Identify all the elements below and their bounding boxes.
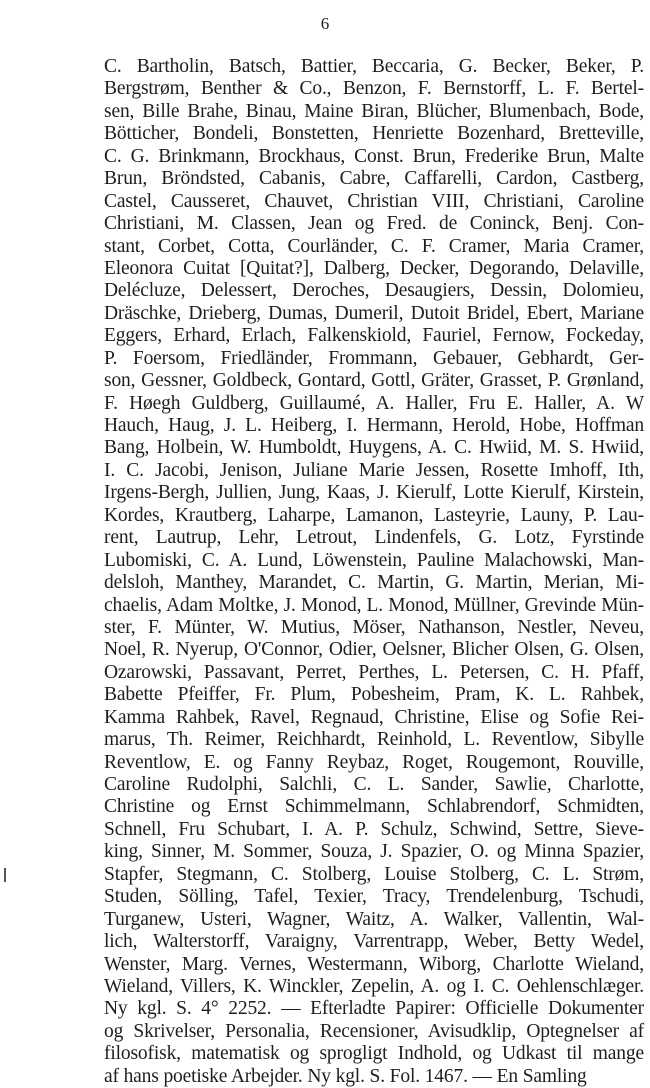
margin-mark bbox=[4, 868, 6, 882]
text-line: Reventlow, E. og Fanny Reybaz, Roget, Rougemont, Rouville, bbox=[104, 751, 644, 773]
text-line: Noel, R. Nyerup, O'Connor, Odier, Oelsner, Blicher Olsen, G. Olsen, bbox=[104, 639, 644, 661]
text-line: Bang, Holbein, W. Humboldt, Huygens, A. C. Hwiid, M. S. Hwiid, bbox=[104, 437, 644, 459]
text-line: Babette Pfeiffer, Fr. Plum, Pobesheim, Pram, K. L. Rahbek, bbox=[104, 684, 644, 706]
text-line: Dräschke, Drieberg, Dumas, Dumeril, Dutoit Bridel, Ebert, Mariane bbox=[104, 302, 644, 324]
text-line: Bötticher, Bondeli, Bonstetten, Henriette Bozenhard, Bretteville, bbox=[104, 123, 644, 145]
text-line: C. G. Brinkmann, Brockhaus, Const. Brun, Frederike Brun, Malte bbox=[104, 145, 644, 167]
text-line: Caroline Rudolphi, Salchli, C. L. Sander, Sawlie, Charlotte, bbox=[104, 774, 644, 795]
text-line: Kamma Rahbek, Ravel, Regnaud, Christine, Elise og Sofie Rei- bbox=[104, 706, 644, 728]
text-line: Ozarowski, Passavant, Perret, Perthes, L. Petersen, C. H. Pfaff, bbox=[104, 661, 644, 683]
text-line: Castel, Causseret, Chauvet, Christian VIII, Christiani, Caroline bbox=[104, 190, 644, 212]
text-line: Christiani, M. Classen, Jean og Fred. de Coninck, Benj. Con- bbox=[104, 213, 644, 235]
text-line: Schnell, Fru Schubart, I. A. P. Schulz, Schwind, Settre, Sieve- bbox=[104, 818, 644, 840]
text-line: filosofisk, matematisk og sprogligt Indhold, og Udkast til mange bbox=[104, 1043, 644, 1065]
text-line: Eggers, Erhard, Erlach, Falkenskiold, Fauriel, Fernow, Fockeday, bbox=[104, 325, 644, 347]
text-line: Brun, Bröndsted, Cabanis, Cabre, Caffarelli, Cardon, Castberg, bbox=[104, 168, 644, 190]
text-line: I. C. Jacobi, Jenison, Juliane Marie Jessen, Rosette Imhoff, Ith, bbox=[104, 459, 644, 481]
text-line: Wenster, Marg. Vernes, Westermann, Wiborg, Charlotte Wieland, bbox=[104, 953, 644, 975]
text-line: Studen, Sölling, Tafel, Texier, Tracy, Trendelenburg, Tschudi, bbox=[104, 886, 644, 908]
text-line: Eleonora Cuitat [Quitat?], Dalberg, Decker, Degorando, Delaville, bbox=[104, 257, 644, 279]
text-line: son, Gessner, Goldbeck, Gontard, Gottl, Gräter, Grasset, P. Grønland, bbox=[104, 370, 644, 392]
text-line: Delécluze, Delessert, Deroches, Desaugiers, Dessin, Dolomieu, bbox=[104, 280, 644, 302]
text-line: Hauch, Haug, J. L. Heiberg, I. Hermann, Herold, Hobe, Hoffman bbox=[104, 415, 644, 436]
text-line: Ny kgl. S. 4° 2252. — Efterladte Papirer: Officielle Dokumenter bbox=[104, 998, 644, 1020]
text-line: C. Bartholin, Batsch, Battier, Beccaria, G. Becker, Beker, P. bbox=[104, 56, 644, 77]
text-line: og Skrivelser, Personalia, Recensioner, Avisudklip, Optegnelser af bbox=[104, 1020, 644, 1042]
text-line: stant, Corbet, Cotta, Courländer, C. F. Cramer, Maria Cramer, bbox=[104, 235, 644, 257]
text-line: chaelis, Adam Moltke, J. Monod, L. Monod, Müllner, Grevinde Mün- bbox=[104, 594, 644, 616]
text-line: Kordes, Krautberg, Laharpe, Lamanon, Lasteyrie, Launy, P. Lau- bbox=[104, 504, 644, 526]
text-line: Turganew, Usteri, Wagner, Waitz, A. Walker, Vallentin, Wal- bbox=[104, 908, 644, 930]
text-line: ster, F. Münter, W. Mutius, Möser, Nathanson, Nestler, Neveu, bbox=[104, 616, 644, 638]
text-line: Lubomiski, C. A. Lund, Löwenstein, Pauline Malachowski, Man- bbox=[104, 549, 644, 571]
text-line: delsloh, Manthey, Marandet, C. Martin, G. Martin, Merian, Mi- bbox=[104, 572, 644, 594]
text-line: Bergstrøm, Benther & Co., Benzon, F. Bernstorff, L. F. Bertel- bbox=[104, 78, 644, 100]
text-line: Irgens-Bergh, Jullien, Jung, Kaas, J. Kierulf, Lotte Kierulf, Kirstein, bbox=[104, 482, 644, 504]
text-line: P. Foersom, Friedländer, Frommann, Gebauer, Gebhardt, Ger- bbox=[104, 347, 644, 369]
text-line: lich, Walterstorff, Varaigny, Varrentrapp, Weber, Betty Wedel, bbox=[104, 931, 644, 953]
page-number: 6 bbox=[320, 14, 330, 33]
text-line: af hans poetiske Arbejder. Ny kgl. S. Fol. 1467. — En Samling bbox=[104, 1065, 587, 1087]
text-line: F. Høegh Guldberg, Guillaumé, A. Haller, Fru E. Haller, A. W bbox=[104, 392, 644, 414]
text-line: rent, Lautrup, Lehr, Letrout, Lindenfels, G. Lotz, Fyrstinde bbox=[104, 527, 644, 549]
text-line: king, Sinner, M. Sommer, Souza, J. Spazier, O. og Minna Spazier, bbox=[104, 841, 644, 863]
text-line: sen, Bille Brahe, Binau, Maine Biran, Blücher, Blumenbach, Bode, bbox=[104, 100, 644, 122]
body-text bbox=[104, 56, 644, 1088]
text-line: Stapfer, Stegmann, C. Stolberg, Louise Stolberg, C. L. Strøm, bbox=[104, 863, 644, 885]
text-line: Christine og Ernst Schimmelmann, Schlabrendorf, Schmidten, bbox=[104, 796, 644, 818]
text-line: Wieland, Villers, K. Winckler, Zepelin, A. og I. C. Oehlenschlæger. bbox=[104, 975, 644, 997]
text-line: marus, Th. Reimer, Reichhardt, Reinhold, L. Reventlow, Sibylle bbox=[104, 729, 644, 751]
